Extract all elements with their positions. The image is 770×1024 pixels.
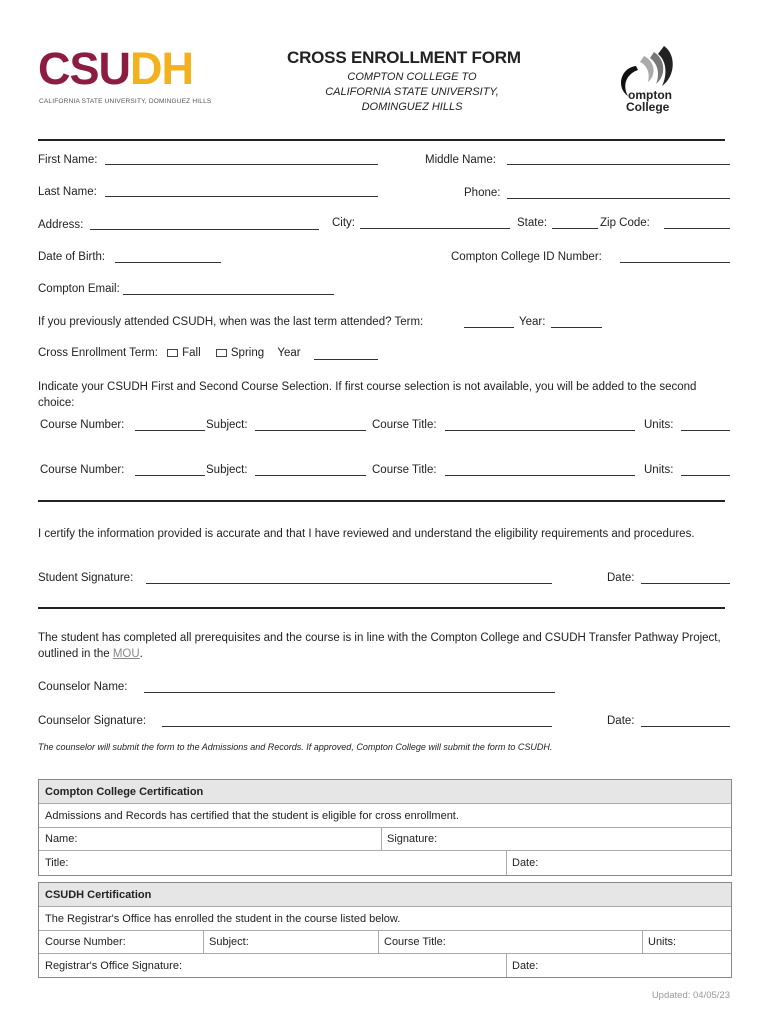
- csudh-logo: CSUDH CALIFORNIA STATE UNIVERSITY, DOMINGUEZ HILLS: [38, 43, 212, 105]
- phone-input[interactable]: [507, 198, 730, 199]
- state-input[interactable]: [552, 228, 598, 229]
- csudh-cert-units-field[interactable]: Units:: [648, 936, 677, 948]
- compton-id-label: Compton College ID Number:: [451, 251, 602, 263]
- phone-label: Phone:: [464, 187, 501, 199]
- first-name-label: First Name:: [38, 154, 98, 166]
- subject-2-input[interactable]: [255, 475, 366, 476]
- course-title-1-input[interactable]: [445, 430, 635, 431]
- city-input[interactable]: [360, 228, 510, 229]
- address-label: Address:: [38, 219, 84, 231]
- first-name-input[interactable]: [105, 164, 378, 165]
- mou-link[interactable]: MOU: [112, 648, 140, 660]
- counselor-signature-input[interactable]: [162, 726, 552, 727]
- student-date-label: Date:: [607, 572, 635, 584]
- updated-date: Updated: 04/05/23: [651, 990, 730, 1001]
- subtitle-line-3: DOMINGUEZ HILLS: [361, 101, 463, 113]
- subtitle-line-1: COMPTON COLLEGE TO: [347, 71, 477, 83]
- compton-email-input[interactable]: [123, 294, 334, 295]
- compton-cert-date-field[interactable]: Date:: [512, 857, 539, 869]
- previous-year-input[interactable]: [551, 327, 602, 328]
- subtitle-line-2: CALIFORNIA STATE UNIVERSITY,: [325, 86, 499, 98]
- course-selection-instructions: Indicate your CSUDH First and Second Course Selection. If first course selection is not available, you will be added to the second choice:: [38, 381, 697, 409]
- cross-enrollment-term-label: Cross Enrollment Term:: [38, 347, 158, 359]
- compton-certification-heading: Compton College Certification: [45, 785, 204, 798]
- compton-logo-text-1: ompton: [628, 88, 672, 102]
- csudh-cert-subject-field[interactable]: Subject:: [209, 936, 249, 948]
- compton-email-label: Compton Email:: [38, 283, 120, 295]
- units-1-label: Units:: [644, 419, 674, 431]
- counselor-date-input[interactable]: [641, 726, 730, 727]
- compton-cert-name-field[interactable]: Name:: [45, 833, 78, 845]
- course-number-2-input[interactable]: [135, 475, 205, 476]
- previously-attended-label: If you previously attended CSUDH, when was the last term attended? Term:: [38, 316, 424, 328]
- csudh-certification-text: The Registrar's Office has enrolled the student in the course listed below.: [45, 912, 401, 925]
- course-number-1-input[interactable]: [135, 430, 205, 431]
- state-label: State:: [517, 217, 548, 229]
- student-date-input[interactable]: [641, 583, 730, 584]
- fall-checkbox[interactable]: [167, 349, 178, 357]
- compton-certification-table: [38, 779, 732, 876]
- compton-certification-text: Admissions and Records has certified that the student is eligible for cross enrollment.: [45, 809, 459, 822]
- divider-top: [38, 139, 725, 141]
- term-year-label: Year: [277, 347, 301, 359]
- course-number-1-label: Course Number:: [40, 419, 125, 431]
- zip-code-label: Zip Code:: [600, 217, 650, 229]
- compton-college-logo: [614, 42, 680, 116]
- course-number-2-label: Course Number:: [40, 464, 125, 476]
- csudh-certification-heading: CSUDH Certification: [45, 888, 152, 901]
- subject-1-input[interactable]: [255, 430, 366, 431]
- course-title-2-label: Course Title:: [372, 464, 437, 476]
- compton-cert-title-field[interactable]: Title:: [45, 857, 69, 869]
- counselor-date-label: Date:: [607, 715, 635, 727]
- fall-label: Fall: [182, 347, 201, 359]
- compton-logo-text-2: College: [626, 100, 670, 114]
- middle-name-label: Middle Name:: [425, 154, 496, 166]
- form-title: CROSS ENROLLMENT FORM: [287, 48, 521, 67]
- city-label: City:: [332, 217, 355, 229]
- compton-id-input[interactable]: [620, 262, 730, 263]
- counselor-name-input[interactable]: [144, 692, 555, 693]
- divider-lower: [38, 607, 725, 609]
- zip-code-input[interactable]: [664, 228, 730, 229]
- subject-2-label: Subject:: [206, 464, 248, 476]
- date-of-birth-input[interactable]: [115, 262, 221, 263]
- units-2-label: Units:: [644, 464, 674, 476]
- student-signature-label: Student Signature:: [38, 572, 134, 584]
- units-1-input[interactable]: [681, 430, 730, 431]
- spring-label: Spring: [230, 347, 265, 359]
- divider-mid: [38, 500, 725, 502]
- student-signature-input[interactable]: [146, 583, 552, 584]
- compton-cert-signature-field[interactable]: Signature:: [387, 833, 438, 845]
- counselor-note: The counselor will submit the form to the Admissions and Records. If approved, Compton College will submit the form to CSUDH.: [38, 742, 553, 752]
- certify-statement: I certify the information provided is accurate and that I have reviewed and understand the eligibility requirements and procedures.: [38, 528, 695, 540]
- middle-name-input[interactable]: [507, 164, 730, 165]
- csudh-tagline: CALIFORNIA STATE UNIVERSITY, DOMINGUEZ HILLS: [39, 98, 212, 105]
- units-2-input[interactable]: [681, 475, 730, 476]
- csudh-cert-course-title-field[interactable]: Course Title:: [384, 936, 446, 948]
- counselor-name-label: Counselor Name:: [38, 681, 128, 693]
- date-of-birth-label: Date of Birth:: [38, 251, 106, 263]
- term-year-input[interactable]: [314, 359, 378, 360]
- counselor-statement: [38, 630, 728, 662]
- counselor-statement-text: The student has completed all prerequisites and the course is in line with the Compton College and CSUDH Transfer Pathway Project, outlined in the: [38, 632, 721, 660]
- subject-1-label: Subject:: [206, 419, 248, 431]
- previous-term-input[interactable]: [464, 327, 514, 328]
- address-input[interactable]: [90, 229, 319, 230]
- counselor-signature-label: Counselor Signature:: [38, 715, 147, 727]
- course-title-1-label: Course Title:: [372, 419, 437, 431]
- csudh-cert-course-number-field[interactable]: Course Number:: [45, 936, 126, 948]
- csudh-cert-date-field[interactable]: Date:: [512, 959, 539, 972]
- previous-year-label: Year:: [519, 316, 546, 328]
- last-name-input[interactable]: [105, 196, 378, 197]
- csudh-certification-table: [38, 882, 732, 978]
- registrar-signature-field[interactable]: Registrar's Office Signature:: [45, 959, 183, 972]
- spring-checkbox[interactable]: [216, 349, 227, 357]
- last-name-label: Last Name:: [38, 186, 97, 198]
- course-title-2-input[interactable]: [445, 475, 635, 476]
- period: .: [139, 648, 143, 660]
